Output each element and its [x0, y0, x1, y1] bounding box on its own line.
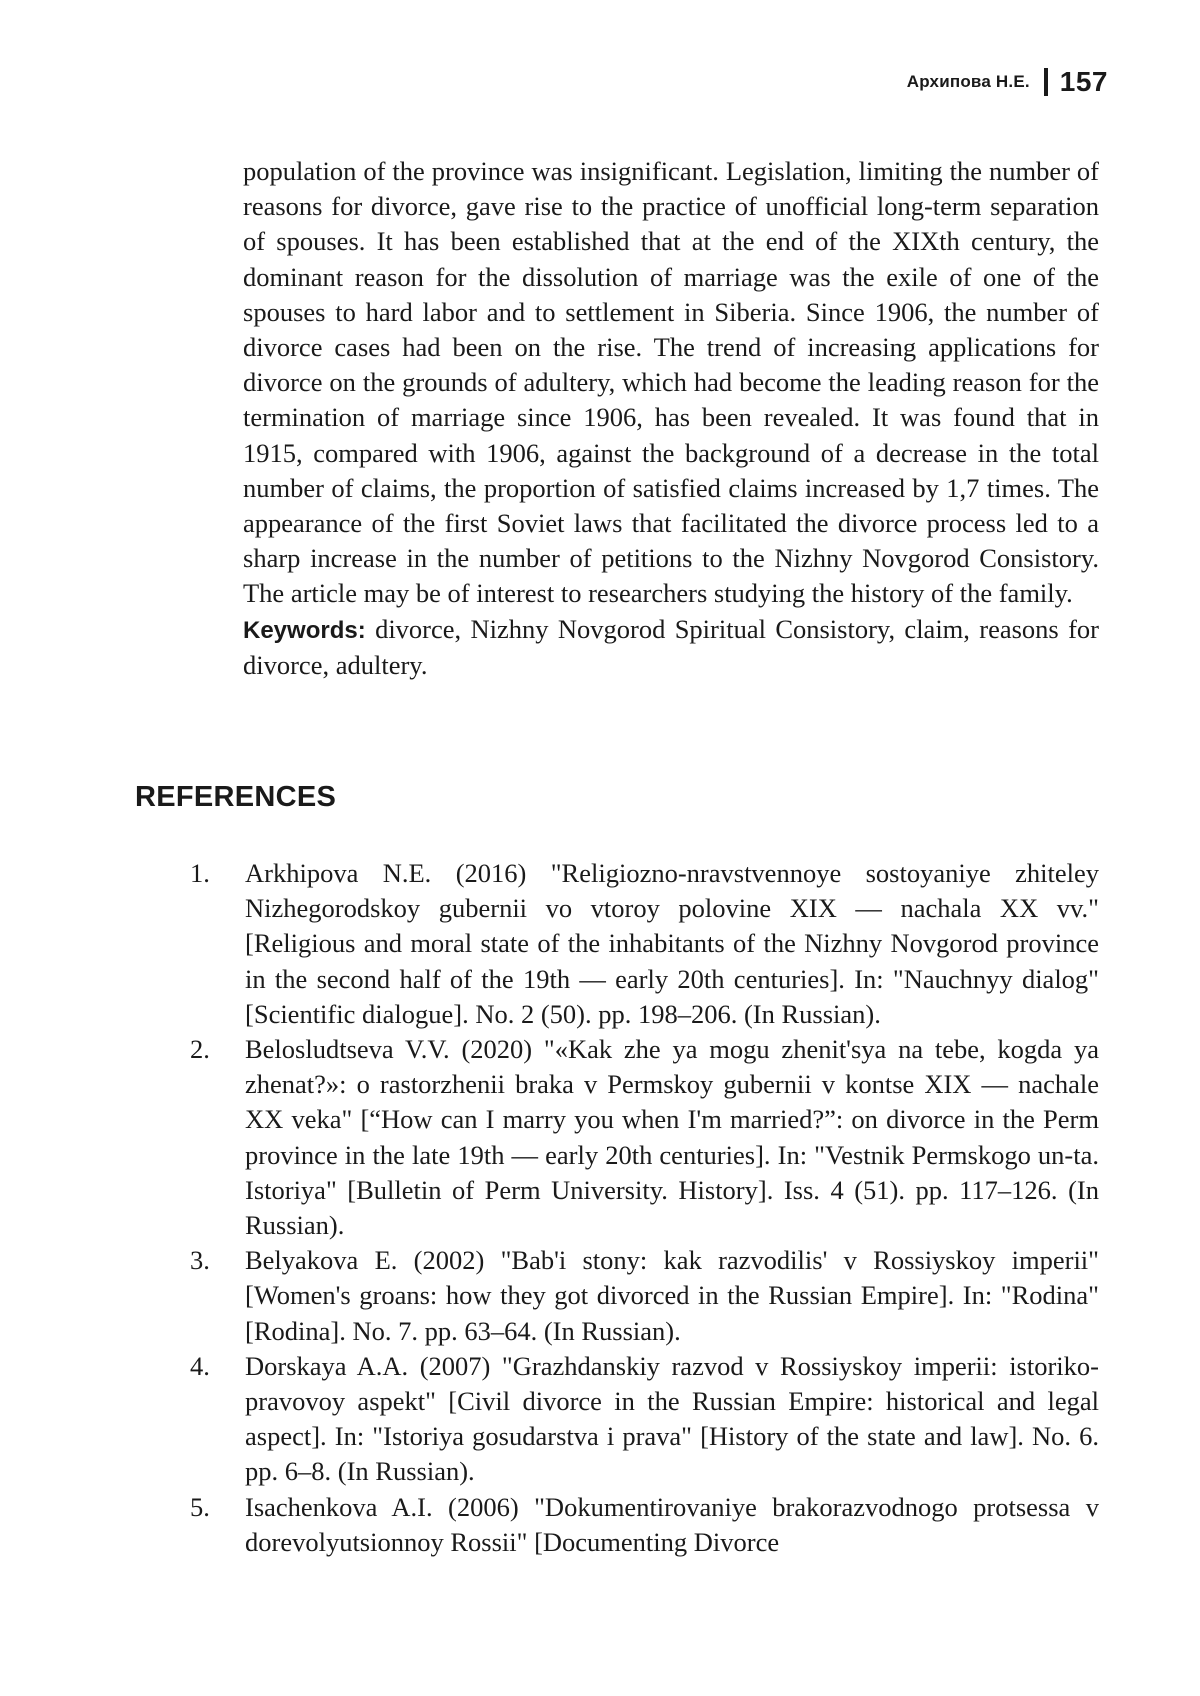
abstract-text: population of the province was insignificant. Legislation, limiting the number of reasons for divorce, gave rise to the practice of unofficial long-term separation of spouses. It has been established that at the end of the XIXth century, the dominant reason for the dissolution of marriage was the exile of one of the spouses to hard labor and to settlement in Siberia. Since 1906, the number of divorce cases had been on the rise. The trend of increasing applications for divorce on the grounds of adultery, which had become the leading reason for the termination of marriage since 1906, has been revealed. It was found that in 1915, compared with 1906, against the background of a decrease in the total number of claims, the proportion of satisfied claims increased by 1,7 times. The appearance of the first Soviet laws that facilitated the divorce process led to a sharp increase in the number of petitions to the Nizhny Novgorod Consistory. The article may be of interest to researchers studying the history of the family.: [243, 156, 1099, 609]
reference-text: Arkhipova N.E. (2016) "Religiozno-nravstvennoye sostoyaniye zhiteley Nizhegorodskoy gubernii vo vtoroy polovine XIX — nachala XX vv." [Religious and moral state of the inhabitants of the Nizhny Novgorod province in the second half of the 19th — early 20th centuries]. In: "Nauchnyy dialog" [Scientific dialogue]. No. 2 (50). pp. 198–206. (In Russian).: [245, 858, 1099, 1029]
keywords-label: Keywords:: [243, 616, 366, 644]
references-list: [190, 856, 1099, 1560]
reference-text: Isachenkova A.I. (2006) "Dokumentirovaniye brakorazvodnogo protsessa v dorevolyutsionnoy Rossii" [Documenting Divorce: [245, 1491, 1099, 1557]
reference-number: 3.: [190, 1245, 210, 1276]
reference-item: [190, 1349, 1099, 1490]
page-number: 157: [1059, 66, 1108, 97]
keywords-paragraph: [243, 612, 1099, 683]
reference-item: [190, 1032, 1099, 1243]
reference-item: [190, 856, 1099, 1032]
reference-item: [190, 1243, 1099, 1349]
reference-number: 2.: [190, 1034, 210, 1065]
references-heading: REFERENCES: [135, 781, 337, 813]
reference-number: 1.: [190, 858, 210, 888]
abstract: [243, 154, 1099, 683]
reference-number: 4.: [190, 1350, 210, 1381]
reference-number: 5.: [190, 1491, 210, 1522]
keywords-text: divorce, Nizhny Novgorod Spiritual Consistory, claim, reasons for divorce, adultery.: [243, 613, 1100, 680]
header-author: Архипова Н.Е.: [906, 72, 1030, 91]
reference-text: Belyakova E. (2002) "Bab'i stony: kak razvodilis' v Rossiyskoy imperii" [Women's groans: how they got divorced in the Russian Empire]. In: "Rodina" [Rodina]. No. 7. pp. 63–64. (In Russian).: [245, 1245, 1099, 1346]
running-header: [907, 66, 1108, 98]
reference-text: Belosludtseva V.V. (2020) "«Kak zhe ya mogu zhenit'sya na tebe, kogda ya zhenat?»: o rastorzhenii braka v Permskoy gubernii v kontse XIX — nachale XX veka" [“How can I marry you when I'm married?”: on divorce in the Perm province in the late 19th — early 20th centuries]. In: "Vestnik Permskogo un-ta. Istoriya" [Bulletin of Perm University. History]. Iss. 4 (51). pp. 117–126. (In Russian).: [245, 1034, 1099, 1241]
header-divider: [1044, 68, 1048, 96]
reference-text: Dorskaya A.A. (2007) "Grazhdanskiy razvod v Rossiyskoy imperii: istoriko-pravovoy aspekt" [Civil divorce in the Russian Empire: historical and legal aspect]. In: "Istoriya gosudarstva i prava" [History of the state and law]. No. 6. pp. 6–8. (In Russian).: [245, 1350, 1099, 1487]
reference-item: [190, 1490, 1099, 1560]
